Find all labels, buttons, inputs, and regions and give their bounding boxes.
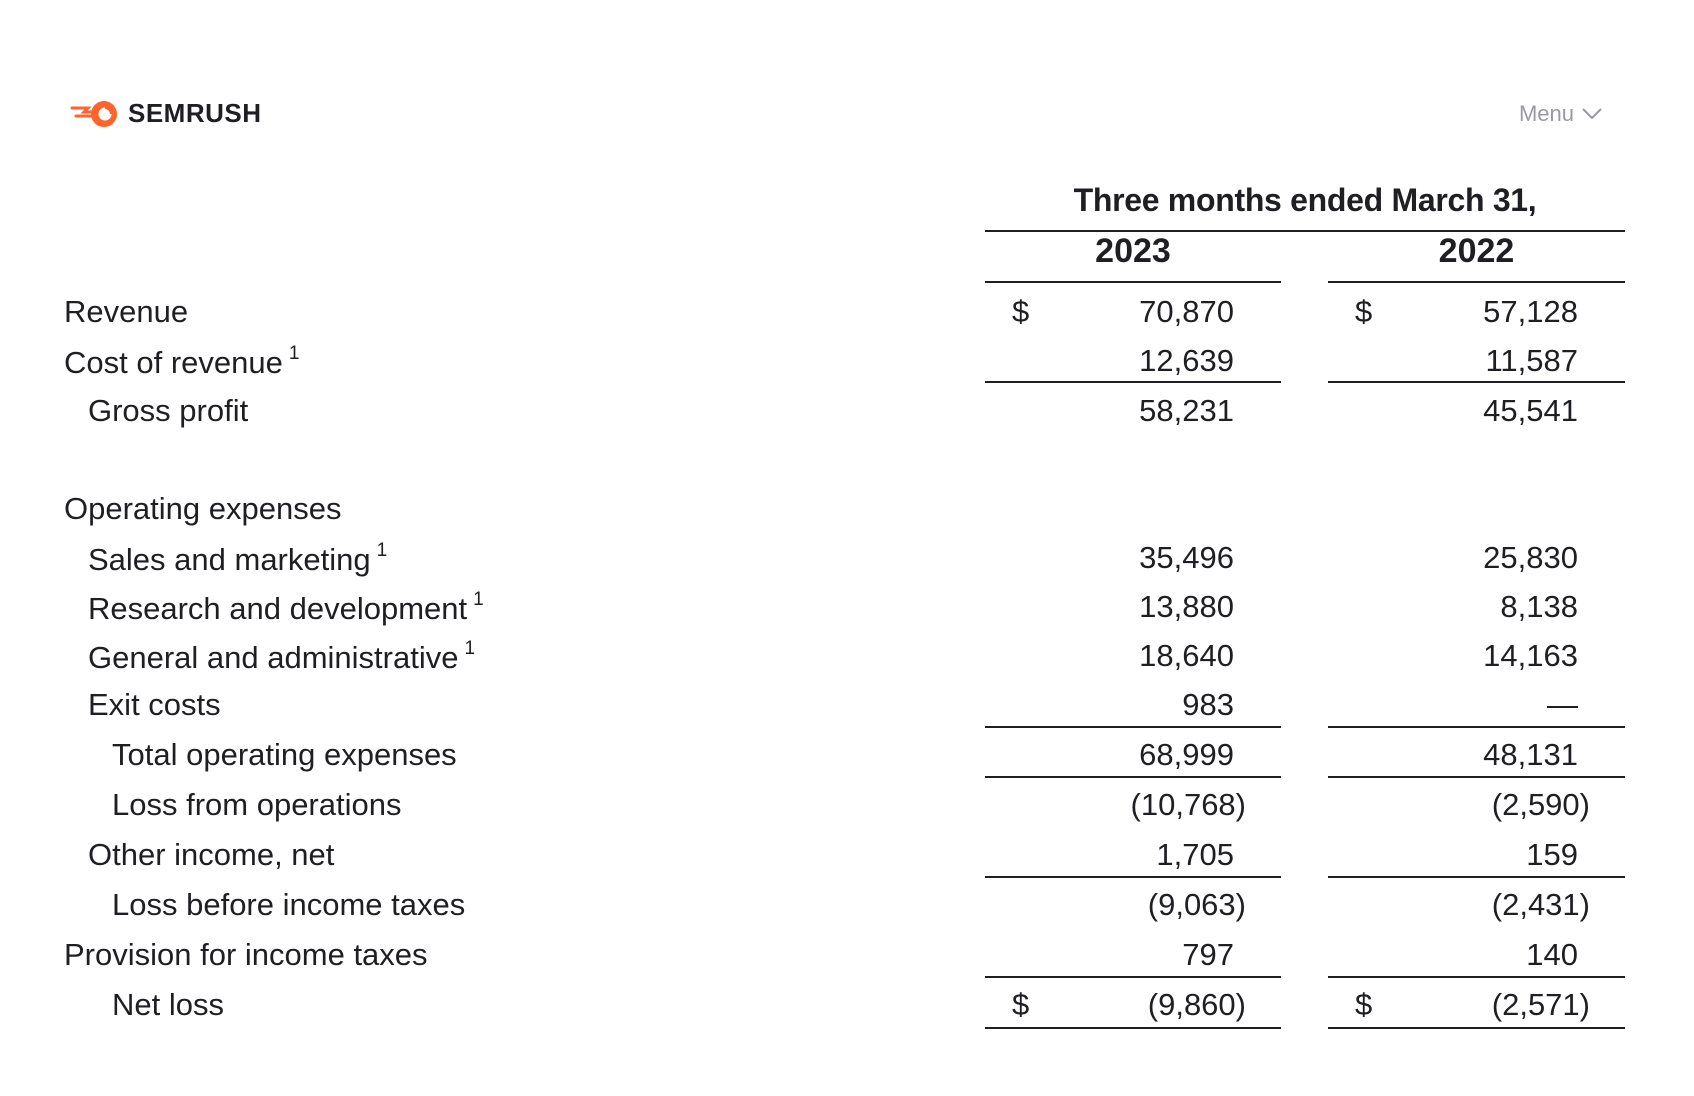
row-revenue — [0, 286, 1694, 336]
row-label: Exit costs — [88, 687, 221, 722]
subtotal-rule-2022 — [1328, 976, 1625, 978]
total-rule-2023 — [985, 1027, 1281, 1029]
row-label: Provision for income taxes — [64, 937, 428, 972]
chevron-down-icon — [1582, 108, 1602, 120]
value-2022: (2,431) — [1491, 887, 1590, 922]
footnote-marker: 1 — [288, 343, 300, 364]
subtotal-rule-2023 — [985, 776, 1281, 778]
value-2023: (9,063) — [1147, 887, 1246, 922]
value-2022: — — [1547, 687, 1578, 722]
row-cost-of-revenue — [0, 335, 1694, 385]
value-2022: 8,138 — [1500, 589, 1578, 624]
value-2023: 12,639 — [1139, 343, 1234, 378]
value-2023: (10,768) — [1130, 787, 1246, 822]
period-heading: Three months ended March 31, — [1073, 182, 1537, 218]
row-exit-costs — [0, 679, 1694, 729]
row-loss-from-operations — [0, 779, 1694, 829]
row-label: Gross profit — [88, 393, 249, 428]
value-2022: 48,131 — [1483, 737, 1578, 772]
subtotal-rule-2022 — [1328, 876, 1625, 878]
row-label: Total operating expenses — [112, 737, 457, 772]
row-label: Research and development $^1$ — [88, 589, 484, 626]
row-loss-before-income-taxes — [0, 879, 1694, 929]
value-2023: (9,860) — [1147, 987, 1246, 1022]
value-2022: 25,830 — [1483, 540, 1578, 575]
value-2023: 1,705 — [1156, 837, 1234, 872]
semrush-logo[interactable] — [70, 98, 262, 129]
row-total-operating-expenses — [0, 729, 1694, 779]
subtotal-rule-2022 — [1328, 381, 1625, 383]
value-2022: 11,587 — [1485, 343, 1578, 378]
total-rule-2022 — [1328, 1027, 1625, 1029]
semrush-fireball-icon — [70, 99, 120, 129]
value-2022: (2,571) — [1491, 987, 1590, 1022]
year-rule-2022 — [1328, 281, 1625, 283]
footnote-marker: 1 — [376, 540, 388, 561]
value-2023: 983 — [1182, 687, 1234, 722]
value-2022: 14,163 — [1483, 638, 1578, 673]
footnote-marker: 1 — [473, 589, 484, 610]
row-other-income-net — [0, 829, 1694, 879]
row-label: Sales and marketing $^1$ — [88, 540, 388, 577]
logo-text: SEMRUSH — [128, 98, 262, 128]
value-2023: 68,999 — [1139, 737, 1234, 772]
row-label: General and administrative $^1$ — [88, 638, 476, 675]
value-2023: 13,880 — [1139, 589, 1234, 624]
value-2022: 140 — [1526, 937, 1578, 972]
row-label: Revenue — [64, 294, 189, 329]
row-gross-profit — [0, 385, 1694, 435]
currency-2023: $ — [1012, 987, 1030, 1022]
row-operating-expenses — [0, 483, 1694, 533]
row-label: Loss from operations — [112, 787, 402, 822]
row-label: Operating expenses — [64, 491, 342, 526]
year-2023-heading: 2023 — [1095, 232, 1171, 270]
subtotal-rule-2023 — [985, 381, 1281, 383]
value-2022: 45,541 — [1483, 393, 1578, 428]
menu-button[interactable] — [1519, 101, 1602, 127]
value-2023: 70,870 — [1139, 294, 1234, 329]
value-2023: 35,496 — [1139, 540, 1234, 575]
value-2022: 57,128 — [1483, 294, 1578, 329]
value-2023: 18,640 — [1139, 638, 1234, 673]
value-2022: (2,590) — [1491, 787, 1590, 822]
menu-label: Menu — [1518, 101, 1574, 126]
row-provision-for-income-taxes — [0, 929, 1694, 979]
row-research-and-development — [0, 581, 1694, 631]
subtotal-rule-2023 — [985, 726, 1281, 728]
value-2023: 797 — [1182, 937, 1234, 972]
value-2023: 58,231 — [1139, 393, 1234, 428]
row-net-loss — [0, 979, 1694, 1029]
currency-2022: $ — [1355, 294, 1373, 329]
value-2022: 159 — [1526, 837, 1578, 872]
row-label: Cost of revenue $^1$ — [64, 343, 300, 380]
row-label: Other income, net — [88, 837, 335, 872]
subtotal-rule-2023 — [985, 876, 1281, 878]
currency-2022: $ — [1355, 987, 1373, 1022]
row-general-and-administrative — [0, 630, 1694, 680]
row-label: Loss before income taxes — [112, 887, 466, 922]
currency-2023: $ — [1012, 294, 1030, 329]
year-rule-2023 — [985, 281, 1281, 283]
subtotal-rule-2022 — [1328, 776, 1625, 778]
row-label: Net loss — [112, 987, 224, 1022]
footnote-marker: 1 — [464, 638, 476, 659]
row-sales-and-marketing — [0, 532, 1694, 582]
subtotal-rule-2023 — [985, 976, 1281, 978]
subtotal-rule-2022 — [1328, 726, 1625, 728]
year-2022-heading: 2022 — [1438, 232, 1515, 270]
